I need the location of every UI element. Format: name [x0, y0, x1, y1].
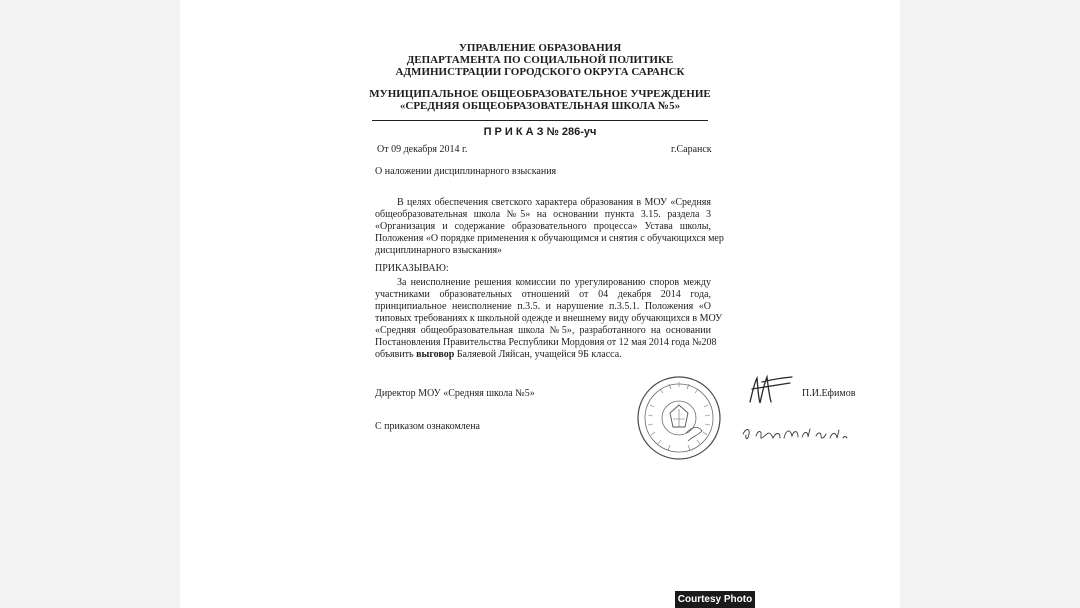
left-band — [0, 0, 180, 608]
preamble-line: «Организация и содержание образовательного процесса» Устава школы, — [375, 221, 711, 232]
preamble-line: Положения «О порядке применения к обучающимся и снятия с обучающихся мер — [375, 233, 724, 244]
decree-line: Постановления Правительства Республики Мордовия от 12 мая 2014 года №208 — [375, 337, 717, 348]
decree-word: ПРИКАЗЫВАЮ: — [375, 263, 449, 274]
header-line-5: «СРЕДНЯЯ ОБЩЕОБРАЗОВАТЕЛЬНАЯ ШКОЛА №5» — [399, 100, 681, 112]
decree-line: «Средняя общеобразовательная школа №5», разработанного на основании — [375, 325, 711, 336]
photo-credit: Courtesy Photo — [675, 591, 755, 608]
header-line-3: АДМИНИСТРАЦИИ ГОРОДСКОГО ОКРУГА САРАНСК — [395, 66, 685, 78]
header-divider — [372, 120, 708, 121]
order-subject: О наложении дисциплинарного взыскания — [375, 166, 557, 177]
director-signature-icon — [746, 372, 796, 408]
decree-final-prefix: объявить — [375, 349, 417, 360]
preamble-paragraph — [375, 197, 724, 257]
director-label: Директор МОУ «Средняя школа №5» — [375, 388, 535, 399]
header-line-2: ДЕПАРТАМЕНТА ПО СОЦИАЛЬНОЙ ПОЛИТИКЕ — [406, 54, 674, 66]
decree-final-suffix: Баляевой Ляйсан, учащейся 9Б класса. — [454, 349, 622, 360]
school-stamp-icon — [636, 375, 722, 461]
acquainted-label: С приказом ознакомлена — [375, 421, 480, 432]
preamble-line: В целях обеспечения светского характера образования в МОУ «Средняя — [397, 197, 711, 208]
decree-paragraph — [375, 277, 723, 361]
order-document — [180, 0, 900, 608]
preamble-line: дисциплинарного взыскания» — [375, 245, 503, 256]
decree-line: За неисполнение решения комиссии по урегулированию споров между — [397, 277, 711, 288]
director-name: П.И.Ефимов — [802, 388, 856, 399]
order-city: г.Саранск — [671, 144, 712, 155]
decree-reprimand: выговор — [416, 349, 455, 360]
preamble-line: общеобразовательная школа №5» на основании пункта 3.15. раздела 3 — [375, 209, 711, 220]
order-title: П Р И К А З № 286-уч — [483, 126, 597, 138]
decree-line: типовых требованиях к школьной одежде и внешнему виду обучающихся в МОУ — [375, 313, 723, 324]
decree-final-line — [375, 349, 711, 361]
decree-line: участниками образовательных отношений от 04 декабря 2014 года, — [375, 289, 711, 300]
header-line-1: УПРАВЛЕНИЕ ОБРАЗОВАНИЯ — [458, 42, 622, 54]
header-line-4: МУНИЦИПАЛЬНОЕ ОБЩЕОБРАЗОВАТЕЛЬНОЕ УЧРЕЖДЕНИЕ — [369, 88, 711, 100]
order-date: От 09 декабря 2014 г. — [377, 144, 468, 155]
handwritten-date-icon — [740, 420, 850, 446]
right-band — [900, 0, 1080, 608]
decree-line: принципиальное неисполнение п.3.5. и нарушение п.3.5.1. Положения «О — [375, 301, 711, 312]
